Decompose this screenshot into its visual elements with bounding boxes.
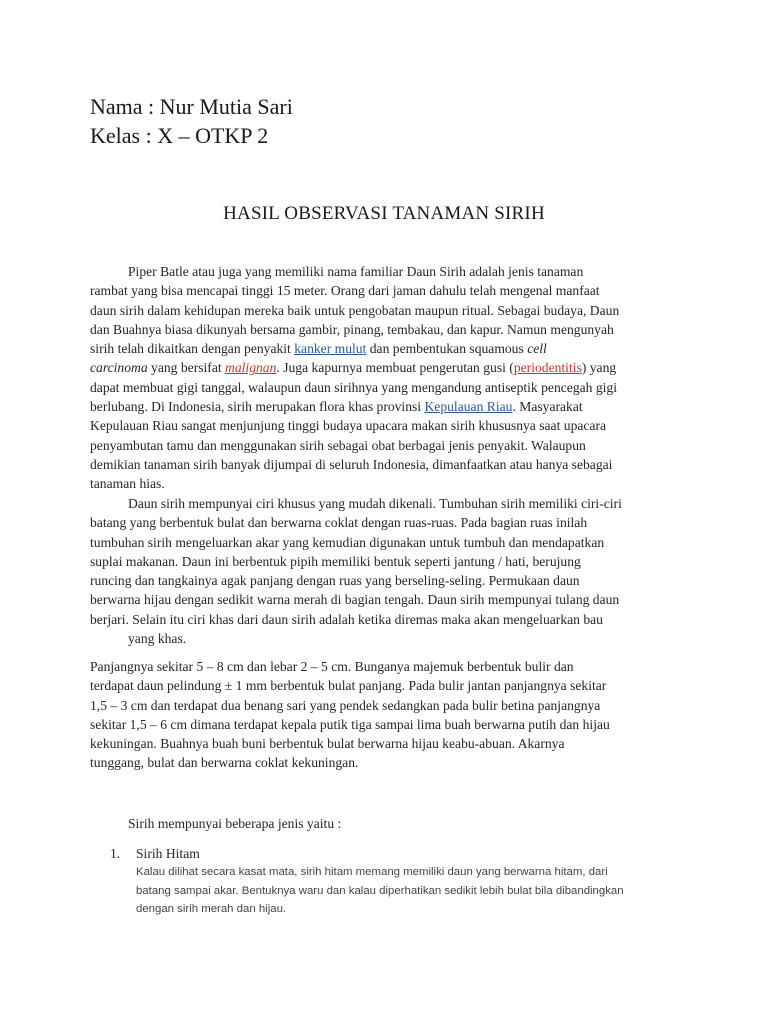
paragraph-1: [90, 262, 690, 494]
student-name: Nama : Nur Mutia Sari: [90, 94, 293, 119]
paragraph-2: [90, 494, 690, 648]
paragraph-line: Piper Batle atau juga yang memiliki nama familiar Daun Sirih adalah jenis tanaman: [128, 264, 584, 279]
text-run: ) yang: [581, 360, 617, 376]
paragraph-line: sekitar 1,5 – 6 cm dimana terdapat kepala putik tiga sampai lima buah berwarna putih dan hijau: [90, 716, 610, 732]
paragraph-line: dapat membuat gigi tanggal, walaupun daun sirihnya yang mengandung antiseptik pencegah gigi: [90, 379, 617, 395]
paragraph-line: demikian tanaman sirih banyak dijumpai di seluruh Indonesia, dimanfaatkan atau hanya sebagai: [90, 456, 613, 472]
text-run: . Masyarakat: [512, 399, 583, 415]
text-run: berlubang. Di Indonesia, sirih merupakan flora khas provinsi: [90, 399, 425, 415]
list-item-title: Sirih Hitam: [136, 846, 200, 861]
paragraph-line: Daun sirih mempunyai ciri khusus yang mudah dikenali. Tumbuhan sirih memiliki ciri-ciri: [128, 496, 622, 511]
text-run: dan pembentukan squamous: [366, 341, 528, 357]
paragraph-line: berwarna hijau dengan sedikit warna merah di bagian tengah. Daun sirih mempunyai tulang daun: [90, 592, 620, 608]
italic-term: cell: [527, 341, 547, 357]
paragraph-line: dan Buahnya biasa dikunyah bersama gambir, pinang, tembakau, dan kapur. Namun mengunyah: [90, 321, 614, 337]
paragraph-line: [90, 339, 690, 358]
paragraph-3: [90, 657, 690, 773]
list-item-number: 1.: [110, 846, 121, 861]
paragraph-line: Panjangnya sekitar 5 – 8 cm dan lebar 2 – 5 cm. Bunganya majemuk berbentuk bulir dan: [90, 659, 574, 674]
paragraph-line: [90, 358, 690, 377]
text-run: yang bersifat: [147, 360, 226, 376]
text-run: sirih telah dikaitkan dengan penyakit: [90, 341, 295, 357]
list-item-description: [136, 863, 696, 919]
paragraph-line: daun sirih dalam kehidupan mereka baik untuk pengobatan maupun ritual. Sebagai budaya, Daun: [90, 302, 620, 318]
paragraph-line: berjari. Selain itu ciri khas dari daun sirih adalah ketika diremas maka akan mengeluarkan bau: [90, 611, 603, 627]
link-kanker-mulut[interactable]: kanker mulut: [294, 341, 367, 357]
link-kepulauan-riau[interactable]: Kepulauan Riau: [424, 399, 513, 415]
paragraph-line: tanaman hias.: [90, 476, 165, 492]
paragraph-line: suplai makanan. Daun ini berbentuk pipih memiliki bentuk seperti jantung / hati, berujung: [90, 553, 581, 569]
paragraph-line: kekuningan. Buahnya buah buni berbentuk bulat berwarna hijau keabu-abuan. Akarnya: [90, 736, 565, 752]
paragraph-line: 1,5 – 3 cm dan terdapat dua benang sari yang pendek sedangkan pada bulir betina panjangnya: [90, 697, 601, 713]
italic-term: carcinoma: [90, 360, 148, 376]
student-info: [90, 92, 293, 150]
paragraph-line: Kepulauan Riau sangat menjunjung tinggi budaya upacara makan sirih khususnya saat upacara: [90, 418, 607, 434]
paragraph-line: rambat yang bisa mencapai tinggi 15 meter. Orang dari jaman dahulu telah mengenal manfaat: [90, 283, 600, 299]
description-line: dengan sirih merah dan hijau.: [136, 903, 287, 916]
list-intro: Sirih mempunyai beberapa jenis yaitu :: [128, 816, 342, 831]
paragraph-line: tumbuhan sirih mengeluarkan akar yang kemudian digunakan untuk tumbuh dan mendapatkan: [90, 534, 605, 550]
description-line: Kalau dilihat secara kasat mata, sirih hitam memang memiliki daun yang berwarna hitam, dari: [136, 866, 608, 878]
description-line: batang sampai akar. Bentuknya waru dan kalau diperhatikan sedikit lebih bulat bila dibandingkan: [136, 884, 624, 897]
paragraph-line: runcing dan tangkainya agak panjang dengan ruas yang berseling-seling. Permukaan daun: [90, 573, 580, 589]
paragraph-line: batang yang berbentuk bulat dan berwarna coklat dengan ruas-ruas. Pada bagian ruas inilah: [90, 515, 588, 531]
term-malignan: malignan: [225, 360, 277, 376]
text-run: . Juga kapurnya membuat pengerutan gusi (: [276, 360, 514, 376]
term-periodentitis: periodentitis: [513, 360, 582, 376]
paragraph-line: yang khas.: [128, 631, 187, 647]
paragraph-line: tunggang, bulat dan berwarna coklat kekuningan.: [90, 755, 359, 771]
paragraph-line: terdapat daun pelindung ± 1 mm berbentuk bulat panjang. Pada bulir jantan panjangnya sekitar: [90, 678, 607, 694]
paragraph-line: [90, 397, 690, 416]
document-title: HASIL OBSERVASI TANAMAN SIRIH: [223, 203, 545, 224]
paragraph-line: penyambutan tamu dan menggunakan sirih sebagai obat berbagai jenis penyakit. Walaupun: [90, 437, 586, 453]
student-class: Kelas : X – OTKP 2: [90, 123, 269, 148]
